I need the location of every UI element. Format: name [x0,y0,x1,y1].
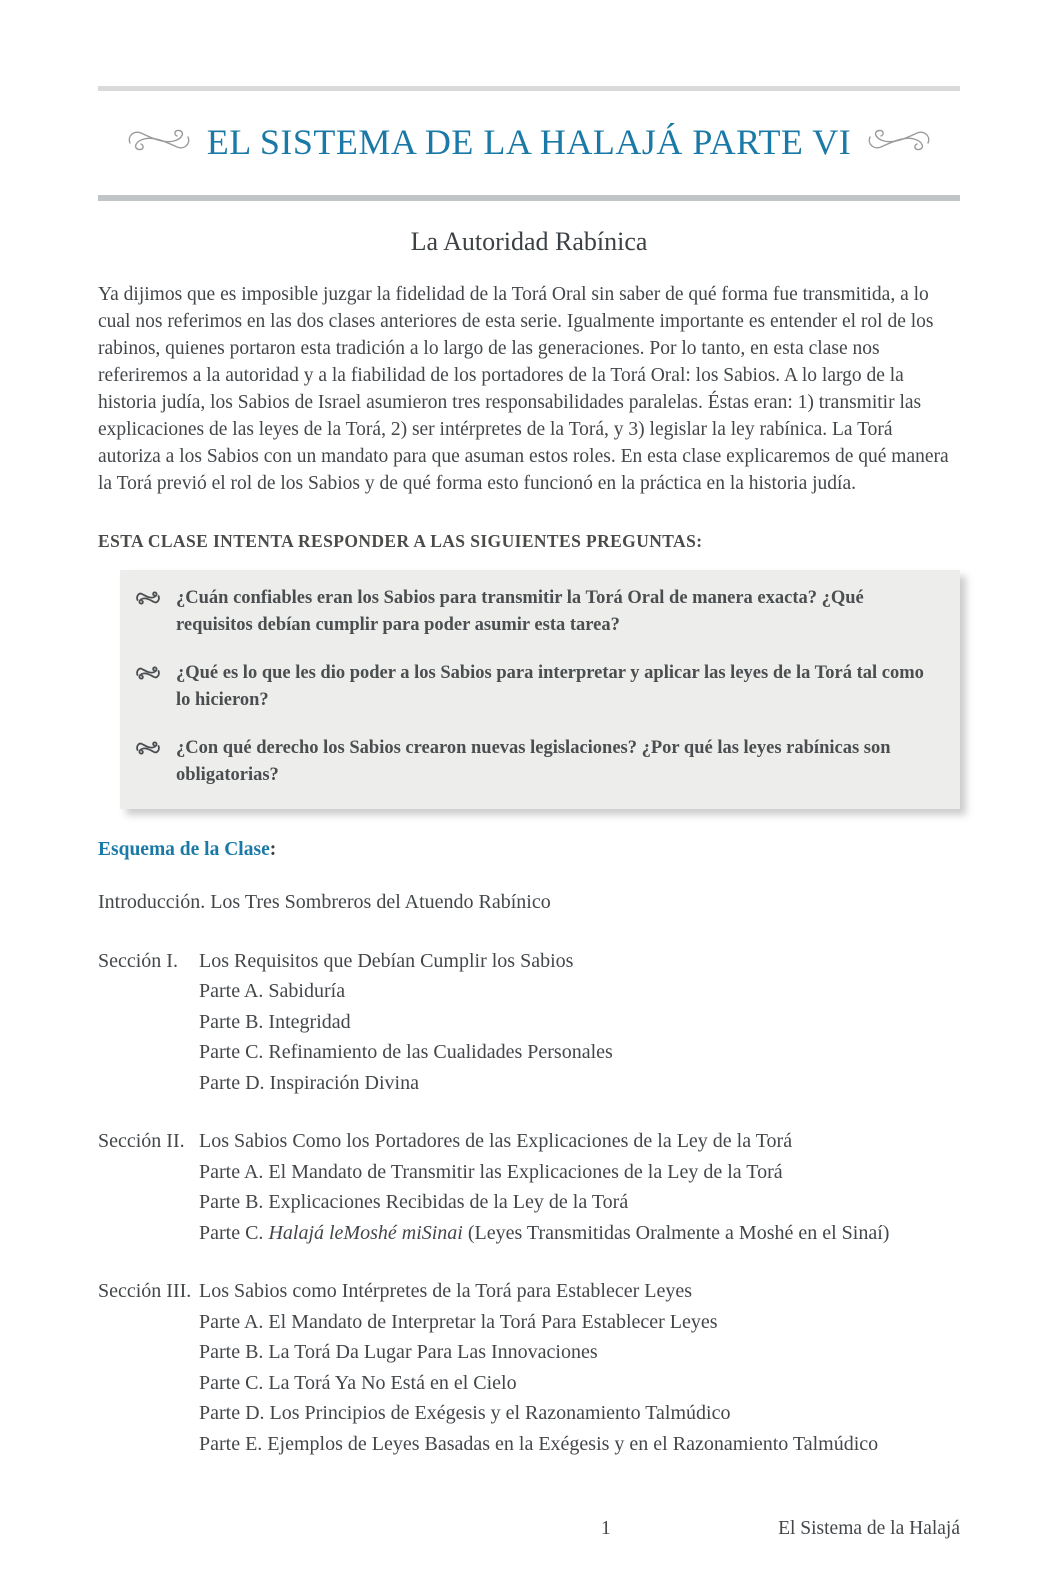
page-footer [98,1518,960,1546]
part-item: Parte D. Inspiración Divina [199,1071,419,1094]
swirl-bullet-icon [136,660,162,686]
outline-intro [98,887,960,918]
part-item: Parte D. Los Principios de Exégesis y el Razonamiento Talmúdico [199,1402,731,1425]
part-item: Parte A. Sabiduría [199,980,346,1003]
part-item [199,1218,960,1249]
outline-heading-label: Esquema de la Clase [98,839,270,861]
outline-section [98,1126,960,1248]
part-suffix: (Leyes Transmitidas Oralmente a Moshé en el Sinaí) [462,1221,890,1244]
part-item: Parte C. La Torá Ya No Está en el Cielo [199,1371,517,1394]
question-item [136,660,930,714]
intro-paragraph: Ya dijimos que es imposible juzgar la fidelidad de la Torá Oral sin saber de qué forma fue transmitida, a lo cual nos referimos en las dos clases anteriores de esta serie. Igualmente importante es entender el rol de los rabinos, quienes portaron esta tradición a lo largo de las generaciones. Por lo tanto, en esta clase nos referiremos a la autoridad y a la fiabilidad de los portadores de la Torá Oral: los Sabios. A lo largo de la historia judía, los Sabios de Israel asumieron tres responsabilidades paralelas. Éstas eran: 1) transmitir las explicaciones de las leyes de la Torá, 2) ser intérpretes de la Torá, y 3) legislar la ley rabínica. La Torá autoriza a los Sabios con un mandato para que asuman estos roles. En esta clase explicaremos de qué manera la Torá previó el rol de los Sabios y de qué forma esto funcionó en la práctica en la historia judía. [98,284,949,495]
document-header [98,86,960,201]
document-subtitle: La Autoridad Rabínica [410,227,648,257]
section-parts [199,1157,960,1249]
class-outline [98,887,960,1459]
part-item: Parte E. Ejemplos de Leyes Basadas en la Exégesis y en el Razonamiento Talmúdico [199,1432,879,1455]
outline-section [98,1276,960,1459]
part-item: Parte A. El Mandato de Transmitir las Explicaciones de la Ley de la Torá [199,1160,783,1183]
section-title: Los Requisitos que Debían Cumplir los Sabios [199,949,574,972]
section-head [98,1276,960,1307]
document-page [0,86,1058,1459]
section-parts [199,1307,960,1460]
part-item: Parte B. La Torá Da Lugar Para Las Innovaciones [199,1341,598,1364]
outline-intro-label: Introducción. [98,891,206,914]
section-label: Sección III. [98,1280,192,1303]
question-item [136,735,930,789]
questions-box [120,570,960,809]
question-text: ¿Con qué derecho los Sabios crearon nuevas legislaciones? ¿Por qué las leyes rabínicas son obligatorias? [176,738,891,786]
section-title: Los Sabios como Intérpretes de la Torá para Establecer Leyes [199,1280,693,1303]
section-label: Sección I. [98,949,178,972]
swirl-bullet-icon [136,585,162,611]
running-title: El Sistema de la Halajá [778,1518,960,1539]
page-number: 1 [601,1518,611,1539]
question-text: ¿Cuán confiables eran los Sabios para transmitir la Torá Oral de manera exacta? ¿Qué requisitos debían cumplir para poder asumir esta tarea? [176,588,864,636]
outline-intro-title: Los Tres Sombreros del Atuendo Rabínico [210,891,551,914]
part-item: Parte A. El Mandato de Interpretar la Torá Para Establecer Leyes [199,1310,718,1333]
part-italic-term: Halajá leMoshé miSinai [268,1221,463,1244]
part-item: Parte B. Integridad [199,1010,351,1033]
section-head [98,1126,960,1157]
section-parts [199,976,960,1098]
questions-heading: ESTA CLASE INTENTA RESPONDER A LAS SIGUIENTES PREGUNTAS: [98,531,703,552]
page-title: EL SISTEMA DE LA HALAJÁ PARTE VI [206,122,852,163]
calligraphic-swirl-icon [127,127,191,158]
calligraphic-swirl-icon [867,127,931,158]
section-head [98,946,960,977]
part-item: Parte C. Refinamiento de las Cualidades Personales [199,1041,613,1064]
section-title: Los Sabios Como los Portadores de las Explicaciones de la Ley de la Torá [199,1130,793,1153]
section-label: Sección II. [98,1130,185,1153]
outline-heading-colon: : [269,839,277,861]
question-text: ¿Qué es lo que les dio poder a los Sabios para interpretar y aplicar las leyes de la Torá tal como lo hicieron? [176,663,924,711]
swirl-bullet-icon [136,735,162,761]
part-item: Parte B. Explicaciones Recibidas de la Ley de la Torá [199,1191,629,1214]
outline-heading [98,839,960,861]
outline-section [98,946,960,1099]
part-prefix: Parte C. [199,1221,269,1244]
question-item [136,585,930,639]
